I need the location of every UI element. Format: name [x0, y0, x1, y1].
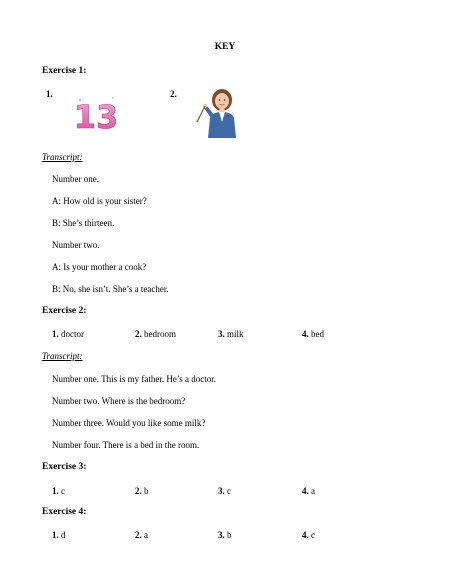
ex2-transcript-line-3: Number three. Would you like some milk? — [52, 418, 206, 428]
teacher-image — [196, 86, 242, 138]
exercise-3-heading: Exercise 3: — [42, 462, 87, 472]
ex4-answer-1: 1. d — [52, 530, 66, 540]
ex1-transcript-line-2: A: How old is your sister? — [52, 196, 147, 206]
ex3-answer-1: 1. c — [52, 486, 65, 496]
page-title: KEY — [214, 42, 236, 52]
ex4-answer-3: 3. b — [218, 530, 232, 540]
ex3-answer-2: 2. b — [135, 486, 149, 496]
ex1-transcript-line-3: B: She’s thirteen. — [52, 218, 115, 228]
ex1-item-2-number: 2. — [170, 89, 177, 99]
ex2-transcript-line-2: Number two. Where is the bedroom? — [52, 396, 186, 406]
thirteen-text: 13 — [74, 98, 118, 134]
ex3-answer-3: 3. c — [218, 486, 231, 496]
ex2-transcript-line-1: Number one. This is my father. He’s a doctor. — [52, 374, 217, 384]
ex1-transcript-line-4: Number two. — [52, 240, 100, 250]
exercise-1-heading: Exercise 1: — [42, 66, 87, 76]
ex2-answer-1: 1. doctor — [52, 329, 84, 339]
ex2-transcript-line-4: Number four. There is a bed in the room. — [52, 440, 200, 450]
ex4-answer-2: 2. a — [135, 530, 148, 540]
ex1-transcript-label: Transcript: — [42, 152, 83, 162]
ex1-transcript-line-5: A: Is your mother a cook? — [52, 262, 147, 272]
ex1-item-1-number: 1. — [46, 89, 53, 99]
ex2-answer-4: 4. bed — [302, 329, 324, 339]
exercise-2-heading: Exercise 2: — [42, 306, 87, 316]
number-thirteen-image — [74, 92, 118, 134]
ex4-answer-4: 4. c — [302, 530, 315, 540]
exercise-4-heading: Exercise 4: — [42, 507, 87, 517]
ex2-transcript-label: Transcript: — [42, 351, 83, 361]
ex3-answer-4: 4. a — [302, 486, 315, 496]
ex1-transcript-line-6: B: No, she isn’t. She’s a teacher. — [52, 284, 169, 294]
ex2-answer-2: 2. bedroom — [135, 329, 176, 339]
ex2-answer-3: 3. milk — [218, 329, 244, 339]
ex1-transcript-line-1: Number one. — [52, 174, 99, 184]
